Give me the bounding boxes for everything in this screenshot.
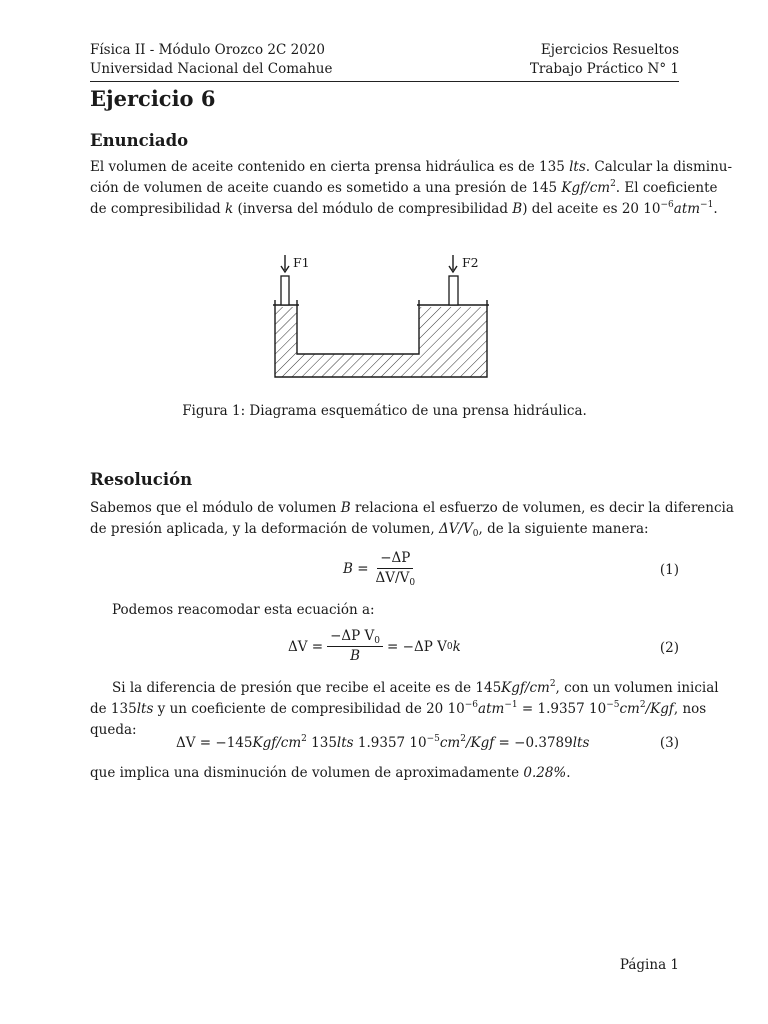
text-line: de presión aplicada, y la deformación de volumen, $\Delta V/V_0$, de la siguiente manera: xyxy=(90,521,649,539)
statement-line: de compresibilidad k (inversa del módulo de compresibilidad B) del aceite es 20 $10^{-6}atm^{-1}$. xyxy=(90,200,718,217)
label-f2: F2 xyxy=(462,255,479,270)
resolution-paragraph-1 xyxy=(90,498,734,540)
force-arrow-f1-icon xyxy=(281,255,289,272)
section-heading-enunciado: Enunciado xyxy=(90,131,189,150)
force-arrow-f2-icon xyxy=(449,255,457,272)
equation-number-1: (1) xyxy=(659,562,679,578)
fluid-hatching xyxy=(275,307,487,377)
text-line: que implica una disminución de volumen de aproximadamente 0.28%. xyxy=(90,765,571,781)
equation-3-body: $\Delta V = -145Kgf/cm^2$ 135lts 1.9357 $10^{-5}cm^2$/Kgf = −0.3789lts xyxy=(176,734,590,751)
document-type: Ejercicios Resueltos xyxy=(540,42,679,58)
equation-1 xyxy=(90,550,679,592)
large-piston-rod xyxy=(449,276,458,305)
page-number: Página 1 xyxy=(619,957,679,973)
equation-2-body: ΔV = $\frac{-\Delta P V_0}{B}$ = −ΔP V 0 k xyxy=(288,628,461,664)
text-line: queda: xyxy=(90,722,137,738)
hydraulic-press-diagram xyxy=(270,250,500,385)
text-line: Sabemos que el módulo de volumen B relaciona el esfuerzo de volumen, es decir la diferencia xyxy=(90,500,734,516)
resolution-paragraph-4 xyxy=(90,763,679,784)
fraction: $\frac{-\Delta P}{\Delta V/V_0}$ xyxy=(375,550,416,588)
figure-caption: Figura 1: Diagrama esquemático de una prensa hidráulica. xyxy=(182,403,587,419)
small-piston-rod xyxy=(281,276,289,305)
resolution-paragraph-2: Podemos reacomodar esta ecuación a: xyxy=(112,602,375,618)
statement-line: ción de volumen de aceite cuando es sometido a una presión de 145 Kgf/$cm^2$. El coeficiente xyxy=(90,179,718,196)
equation-2 xyxy=(90,628,679,670)
section-heading-resolucion: Resolución xyxy=(90,470,193,489)
university-name: Universidad Nacional del Comahue xyxy=(90,61,333,77)
container-inner-wall xyxy=(297,300,419,354)
text-line: Si la diferencia de presión que recibe el aceite es de $145Kgf/cm^2$, con un volumen inicial xyxy=(112,679,719,696)
header-rule xyxy=(90,81,679,82)
equation-number-3: (3) xyxy=(659,735,679,751)
exercise-title: Ejercicio 6 xyxy=(90,86,216,111)
resolution-paragraph-3 xyxy=(90,678,719,741)
equation-number-2: (2) xyxy=(659,640,679,656)
statement-paragraph xyxy=(90,157,733,220)
page xyxy=(90,0,734,1024)
label-f1: F1 xyxy=(293,255,310,270)
course-name: Física II - Módulo Orozco 2C 2020 xyxy=(90,42,325,58)
equation-3 xyxy=(90,735,679,757)
equation-1-body: B = $\frac{-\Delta P}{\Delta V/V_0}$ xyxy=(343,550,422,587)
text-line: de 135lts y un coeficiente de compresibilidad de 20 $10^{-6}atm^{-1} = 1.9357$ $10^{-5}cm^2$/Kgf, nos xyxy=(90,700,707,717)
statement-line: El volumen de aceite contenido en cierta prensa hidráulica es de 135 lts. Calcular la disminu- xyxy=(90,159,733,175)
practical-number: Trabajo Práctico N° 1 xyxy=(529,61,679,77)
fraction: $\frac{-\Delta P V_0}{B}$ xyxy=(327,628,383,665)
